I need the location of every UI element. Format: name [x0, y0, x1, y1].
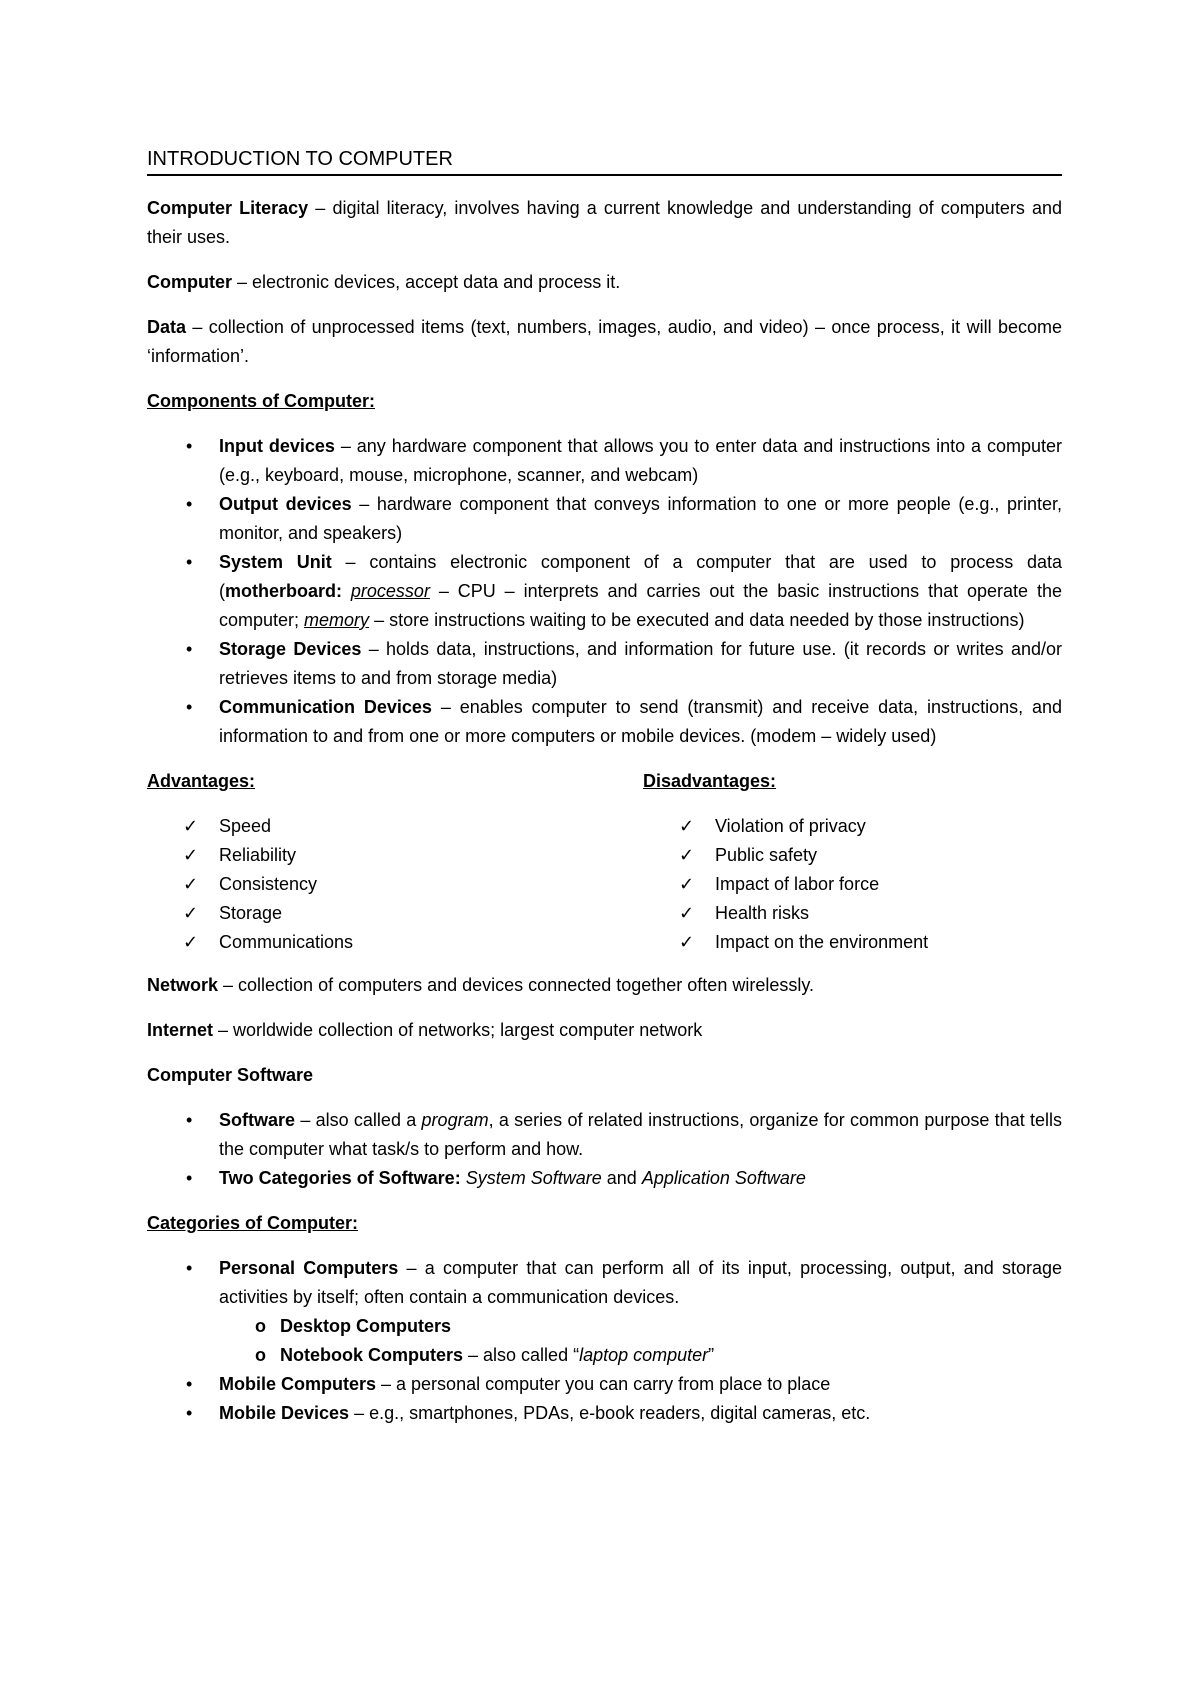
software-list: [147, 1106, 1062, 1193]
pros-cons-columns: [147, 767, 1062, 957]
definition-text: – collection of computers and devices connected together often wirelessly.: [218, 975, 815, 995]
check-icon: ✓: [183, 845, 199, 866]
page-title: INTRODUCTION TO COMPUTER: [147, 146, 1062, 176]
term-motherboard: motherboard:: [225, 581, 342, 601]
list-item: [147, 693, 1062, 751]
item-text: Public safety: [715, 845, 818, 865]
list-item: [147, 1164, 1062, 1193]
definition-text: – worldwide collection of networks; largest computer network: [213, 1020, 703, 1040]
item-text: Communications: [219, 932, 354, 952]
term: Computer Literacy: [147, 198, 309, 218]
list-item: [643, 899, 1062, 928]
term-application-software: Application Software: [641, 1168, 806, 1188]
item-text: Impact of labor force: [715, 874, 880, 894]
disadvantages-heading: Disadvantages:: [643, 771, 777, 791]
item-text: Storage: [219, 903, 283, 923]
check-icon: ✓: [679, 845, 695, 866]
list-item: [147, 1106, 1062, 1164]
term: Input devices: [219, 436, 335, 456]
bullet-icon: •: [186, 1110, 193, 1130]
item-text: Violation of privacy: [715, 816, 866, 836]
term-system-software: System Software: [465, 1168, 602, 1188]
definition-data: [147, 313, 1062, 371]
term: Communication Devices: [219, 697, 432, 717]
term: Internet: [147, 1020, 214, 1040]
list-item: [147, 1254, 1062, 1370]
list-item: [147, 928, 643, 957]
sub-bullet-icon: o: [255, 1316, 266, 1336]
list-item: [147, 432, 1062, 490]
bullet-icon: •: [186, 639, 193, 659]
item-text: – contains electronic component of a computer that are used to process data (: [219, 552, 1063, 601]
term-processor: processor: [350, 581, 430, 601]
item-text: Reliability: [219, 845, 297, 865]
pc-sub-list: [219, 1312, 1062, 1370]
item-text: – CPU – interprets and carries out the basic instructions that operate the computer;: [219, 581, 1062, 630]
term: Two Categories of Software:: [219, 1168, 461, 1188]
item-text: – store instructions waiting to be executed and data needed by those instructions): [369, 610, 1025, 630]
advantages-heading: Advantages:: [147, 771, 256, 791]
list-item: [643, 870, 1062, 899]
term: Storage Devices: [219, 639, 362, 659]
definition-computer: [147, 268, 1062, 297]
sub-list-item: [147, 1312, 1062, 1341]
term-program: program: [421, 1110, 489, 1130]
item-text: – hardware component that conveys information to one or more people (e.g., printer, monitor, and speakers): [219, 494, 1062, 543]
check-icon: ✓: [183, 816, 199, 837]
term: Data: [147, 317, 187, 337]
term: Software: [219, 1110, 296, 1130]
item-text: – a personal computer you can carry from place to place: [376, 1374, 831, 1394]
term-memory: memory: [304, 610, 370, 630]
list-item: [147, 548, 1062, 635]
definition-computer-literacy: [147, 194, 1062, 252]
list-item: [643, 841, 1062, 870]
bullet-icon: •: [186, 494, 193, 514]
term: Mobile Computers: [219, 1374, 377, 1394]
list-item: [147, 1370, 1062, 1399]
list-item: [147, 841, 643, 870]
item-text: Consistency: [219, 874, 318, 894]
definition-text: – electronic devices, accept data and process it.: [232, 272, 621, 292]
item-text: , a series of related instructions, organize for common purpose that tells the computer what task/s to perform and how.: [219, 1110, 1063, 1159]
item-text: Health risks: [715, 903, 810, 923]
bullet-icon: •: [186, 436, 193, 456]
check-icon: ✓: [183, 903, 199, 924]
check-icon: ✓: [679, 903, 695, 924]
list-item: [147, 870, 643, 899]
term: Personal Computers: [219, 1258, 399, 1278]
check-icon: ✓: [183, 932, 199, 953]
list-item: [147, 635, 1062, 693]
item-text: and: [601, 1168, 642, 1188]
definition-internet: [147, 1016, 1062, 1045]
bullet-icon: •: [186, 697, 193, 717]
check-icon: ✓: [679, 874, 695, 895]
bullet-icon: •: [186, 1403, 193, 1423]
definition-network: [147, 971, 1062, 1000]
disadvantages-list: [643, 812, 1062, 957]
bullet-icon: •: [186, 1374, 193, 1394]
item-text: – a computer that can perform all of its input, processing, output, and storage activities by itself; often contain a communication devices.: [219, 1258, 1062, 1307]
item-text: – enables computer to send (transmit) and receive data, instructions, and information to and from one or more computers or mobile devices. (modem – widely used): [219, 697, 1063, 746]
list-item: [643, 928, 1062, 957]
disadvantages-column: [643, 767, 1062, 957]
item-text: Impact on the environment: [715, 932, 929, 952]
term: Mobile Devices: [219, 1403, 350, 1423]
check-icon: ✓: [679, 816, 695, 837]
sub-list-item: [147, 1341, 1062, 1370]
definition-text: – collection of unprocessed items (text, numbers, images, audio, and video) – once process, it will become ‘information’.: [147, 317, 1062, 366]
term: Network: [147, 975, 219, 995]
components-list: [147, 432, 1062, 751]
categories-list: [147, 1254, 1062, 1428]
list-item: [147, 1399, 1062, 1428]
item-text: ”: [708, 1345, 715, 1365]
document-body: [147, 146, 1062, 1428]
term: System Unit: [219, 552, 332, 572]
term: Notebook Computers: [280, 1345, 464, 1365]
definition-text: – digital literacy, involves having a current knowledge and understanding of computers and their uses.: [147, 198, 1062, 247]
heading-text: Computer Software: [147, 1065, 314, 1085]
item-text: – also called “: [463, 1345, 580, 1365]
term: Computer: [147, 272, 232, 292]
list-item: [643, 812, 1062, 841]
components-heading: Components of Computer:: [147, 391, 375, 411]
check-icon: ✓: [183, 874, 199, 895]
advantages-list: [147, 812, 643, 957]
item-text: – holds data, instructions, and information for future use. (it records or writes and/or retrieves items to and from storage media): [219, 639, 1062, 688]
term: Desktop Computers: [280, 1316, 452, 1336]
list-item: [147, 812, 643, 841]
bullet-icon: •: [186, 1258, 193, 1278]
term-laptop: laptop computer: [579, 1345, 709, 1365]
bullet-icon: •: [186, 552, 193, 572]
check-icon: ✓: [679, 932, 695, 953]
advantages-column: [147, 767, 643, 957]
item-text: – e.g., smartphones, PDAs, e-book readers, digital cameras, etc.: [349, 1403, 871, 1423]
sub-bullet-icon: o: [255, 1345, 266, 1365]
software-heading: [147, 1061, 1062, 1090]
bullet-icon: •: [186, 1168, 193, 1188]
item-text: – also called a: [295, 1110, 422, 1130]
list-item: [147, 899, 643, 928]
term: Output devices: [219, 494, 352, 514]
item-text: Speed: [219, 816, 272, 836]
list-item: [147, 490, 1062, 548]
categories-heading: Categories of Computer:: [147, 1213, 359, 1233]
item-text: – any hardware component that allows you to enter data and instructions into a computer (e.g., keyboard, mouse, microphone, scanner, and webcam): [219, 436, 1063, 485]
